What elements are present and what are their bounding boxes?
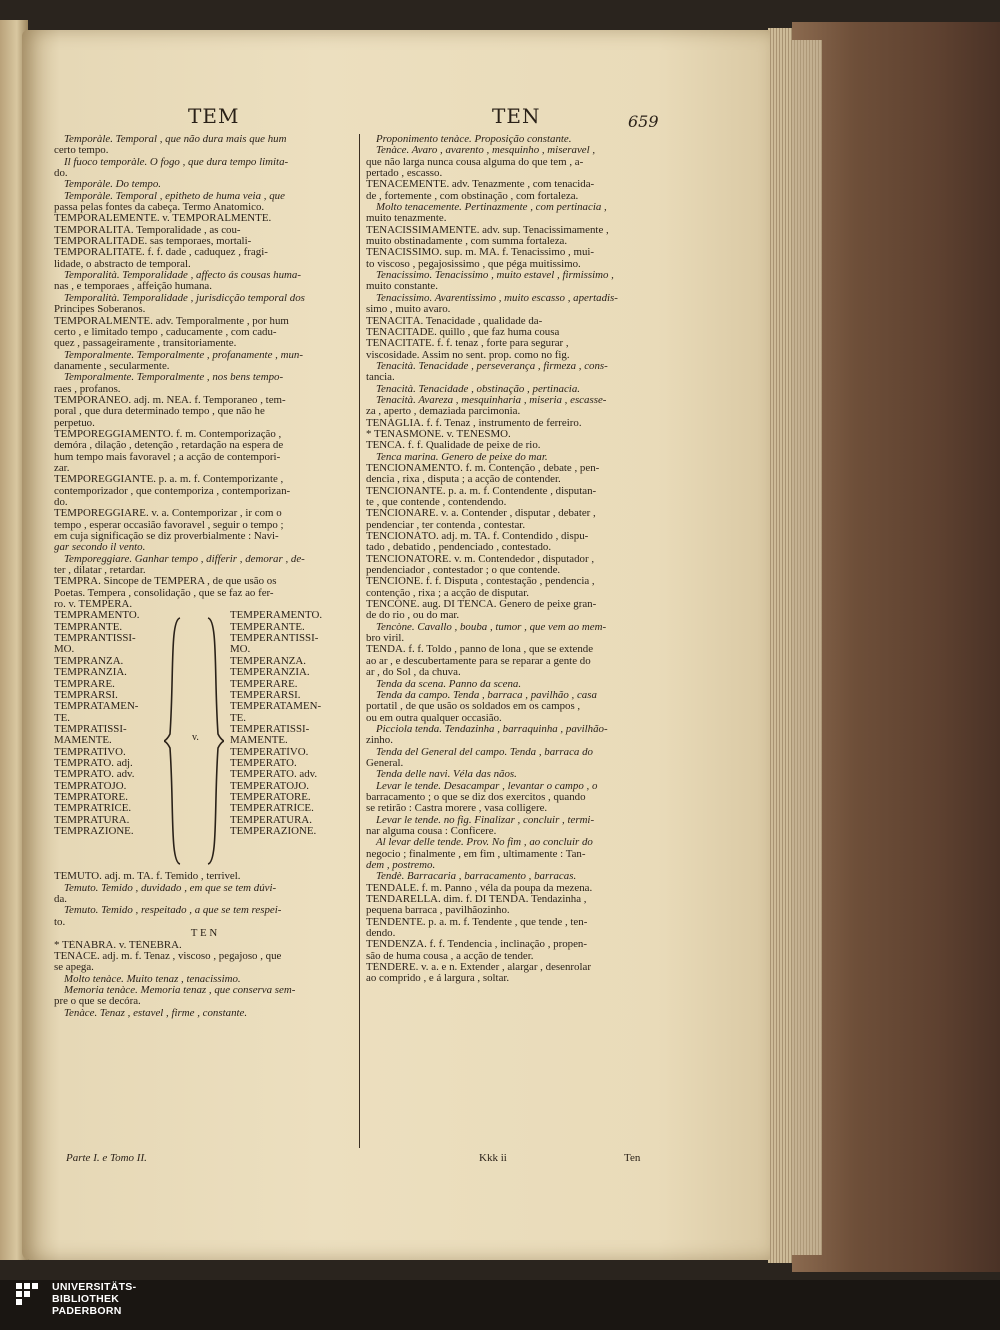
text-line: TEMPORALITADE. sas temporaes, mortali- bbox=[54, 236, 252, 248]
text-line: Temporalmente. Temporalmente , nos bens tempo- bbox=[64, 372, 284, 384]
text-line: to. bbox=[54, 916, 66, 928]
text-line: Tenàce. Avaro , avarento , mesquinho , miseravel , bbox=[376, 145, 596, 157]
text-line: TEMPERAMENTO. bbox=[230, 610, 323, 622]
text-line: T E N bbox=[190, 928, 218, 940]
text-line: TENDÀLE. f. m. Panno , véla da poupa da mezena. bbox=[366, 882, 593, 894]
text-line: TENCIÒNE. f. f. Disputa , contestação , pendencia , bbox=[366, 576, 595, 588]
text-line: raes , profanos. bbox=[54, 383, 121, 395]
text-line: General. bbox=[366, 757, 404, 769]
text-line: Tenacità. Tenacidade , perseverança , firmeza , cons- bbox=[376, 360, 608, 372]
text-line: ou em outra qualquer occasião. bbox=[366, 712, 502, 724]
text-line: TEMPRARSI. bbox=[54, 689, 118, 701]
text-line: TEMPORÀNEO. adj. m. NEA. f. Temporaneo , tem- bbox=[54, 394, 286, 406]
text-line: to viscoso , pegajosissimo , que péga muitissimo. bbox=[366, 258, 581, 270]
text-line: TEMPRATORE. bbox=[54, 791, 128, 803]
text-line: TEMPERATRÌCE. bbox=[230, 803, 314, 815]
text-line: pendenciar , ter contenda , contestar. bbox=[366, 519, 526, 531]
text-line: TEMPERATÙRA. bbox=[230, 814, 312, 826]
text-line: nar alguma cousa : Conficere. bbox=[366, 825, 497, 837]
text-line: Tendè. Barracaria , barracamento , barracas. bbox=[376, 871, 577, 883]
page-edges bbox=[768, 28, 792, 1263]
text-line: negocio ; finalmente , em fim , ultimamente : Tan- bbox=[366, 848, 586, 860]
text-line: ar , do Sol , da chuva. bbox=[366, 667, 461, 679]
text-line: TEMPERATISSI- bbox=[230, 723, 310, 735]
column-rule bbox=[359, 134, 360, 1148]
text-line: TENACITATE. f. f. tenaz , forte para segurar , bbox=[366, 338, 569, 350]
text-line: TEMPRAMENTO. bbox=[54, 610, 140, 622]
text-line: Molto tenacemente. Pertinazmente , com pertinacia , bbox=[376, 202, 607, 214]
text-line: TENDA. f. f. Toldo , panno de lona , que se extende bbox=[366, 644, 594, 656]
text-line: TE. bbox=[54, 712, 71, 724]
gathering-signature: Kkk ii bbox=[479, 1152, 507, 1164]
text-line: se apega. bbox=[54, 962, 94, 974]
right-column bbox=[366, 134, 662, 985]
text-line: TEMPERATO. adv. bbox=[230, 769, 318, 781]
table-variants-right bbox=[230, 610, 354, 837]
text-line: Temuto. Temido , respeitado , a que se tem respei- bbox=[64, 905, 282, 917]
text-line: zar. bbox=[54, 462, 70, 474]
text-line: TEMPRATO. adv. bbox=[54, 769, 135, 781]
text-line: Temuto. Temido , duvidado , em que se tem dúvi- bbox=[64, 882, 277, 894]
text-line: MO. bbox=[54, 644, 75, 656]
text-line: TENCA. f. f. Qualidade de peixe de rio. bbox=[366, 440, 541, 452]
running-head-left: TEM bbox=[188, 104, 240, 128]
text-line: TENACITADE. quillo , que faz huma cousa bbox=[366, 326, 560, 338]
text-line: TEMPRANZA. bbox=[54, 655, 124, 667]
text-line: Tenacità. Tenacidade , obstinação , pertinacia. bbox=[376, 383, 580, 395]
text-line: poral , que dura determinado tempo , que não he bbox=[54, 406, 265, 418]
text-line: Temporalità. Temporalidade , jurisdicção temporal dos bbox=[64, 292, 305, 304]
text-line: MAMENTE. bbox=[54, 735, 112, 747]
text-line: dem , postremo. bbox=[366, 860, 436, 871]
text-line: da. bbox=[54, 894, 68, 906]
text-line: TEMPERATO. bbox=[230, 757, 297, 769]
text-line: TEMPERANTISSI- bbox=[230, 633, 319, 645]
text-line: TEMPERANTE. bbox=[230, 621, 305, 633]
text-line: TEMPRATÌVO. bbox=[54, 746, 126, 758]
text-line: do. bbox=[54, 497, 68, 508]
text-line: TEMPOREGGIAMENTO. f. m. Contemporização , bbox=[54, 428, 282, 440]
volume-signature: Parte I. e Tomo II. bbox=[66, 1152, 147, 1164]
library-name-line2: BIBLIOTHEK bbox=[52, 1293, 120, 1305]
text-line: TEMPOREGGIANTE. p. a. m. f. Contemporizante , bbox=[54, 474, 284, 486]
text-line: Tenda delle navi. Véla das nãos. bbox=[376, 769, 517, 781]
text-line: TENDENZA. f. f. Tendencia , inclinação , propen- bbox=[366, 939, 588, 951]
text-line: bro viril. bbox=[366, 633, 405, 645]
text-line: Tenda da scena. Panno da scena. bbox=[376, 678, 522, 690]
text-line: TEMPORALITÀ. Temporalidade , as cou- bbox=[54, 224, 241, 236]
text-line: nas , e temporaes , affeição humana. bbox=[54, 281, 212, 293]
text-line: Al levar delle tende. Prov. No fim , ao concluir do bbox=[376, 837, 593, 849]
page-footer bbox=[54, 1152, 654, 1166]
text-line: Poetas. Tempera , consolidação , que se faz ao fer- bbox=[54, 587, 274, 599]
text-line: de do rio , ou do mar. bbox=[366, 610, 460, 622]
text-line: Temporalmente. Temporalmente , profanamente , mun- bbox=[64, 349, 303, 361]
left-entries-bottom bbox=[54, 871, 354, 1018]
text-line: portatil , de que usão os soldados em os campos , bbox=[366, 701, 581, 713]
text-line: TENCIONARE. v. a. Contender , disputar , debater , bbox=[366, 508, 596, 520]
text-line: TEMPRA. Sincope de TEMPERA , de que usão os bbox=[54, 576, 277, 588]
text-line: TEMPORALITATE. f. f. dade , caduquez , fragi- bbox=[54, 247, 268, 259]
text-line: tancia. bbox=[366, 372, 395, 384]
text-line: TEMPERATORE. bbox=[230, 791, 311, 803]
text-line: TEMPRANTE. bbox=[54, 621, 123, 633]
text-line: * TENASMÒNE. v. TENESMO. bbox=[366, 428, 511, 440]
text-line: demóra , dilação , detenção , retardação na espera de bbox=[54, 440, 284, 452]
catchword: Ten bbox=[624, 1152, 641, 1164]
text-line: passa pelas fontes da cabeça. Termo Anatomico. bbox=[54, 202, 265, 214]
text-line: TEMPERANZIA. bbox=[230, 667, 310, 679]
text-line: TEMPRARE. bbox=[54, 678, 115, 690]
text-line: contemporizador , que contemporiza , contemporizan- bbox=[54, 485, 291, 497]
text-line: TEMPERATAMEN- bbox=[230, 701, 322, 713]
text-line: TEMPRAZIONE. bbox=[54, 825, 134, 837]
text-line: ao comprido , e á largura , soltar. bbox=[366, 973, 510, 985]
library-banner bbox=[0, 1280, 1000, 1330]
text-line: ro. v. TEMPERA. bbox=[54, 599, 133, 611]
text-line: Temporàle. Temporal , epitheto de huma veia , que bbox=[64, 190, 285, 202]
text-line: Tenca marina. Genero de peixe do mar. bbox=[376, 451, 548, 463]
text-line: Tenacissimo. Avarentissimo , muito escasso , apertadis- bbox=[376, 292, 618, 304]
text-line: ao ar , e descubertamente para se reparar a gente do bbox=[366, 655, 591, 667]
text-line: quez , passageiramente , transitoriamente. bbox=[54, 338, 237, 350]
text-line: Principes Soberanos. bbox=[54, 304, 146, 316]
text-line: Memoria tenàce. Memoria tenaz , que conserva sem- bbox=[64, 984, 296, 996]
text-line: em cuja significação se diz proverbialmente : Navi- bbox=[54, 531, 279, 543]
text-line: tado , debatido , pendenciado , contestado. bbox=[366, 542, 552, 554]
text-line: TEMPERATÌVO. bbox=[230, 746, 309, 758]
text-line: Molto tenàce. Muito tenaz , tenacissimo. bbox=[64, 973, 241, 985]
running-head-right: TEN bbox=[492, 104, 541, 128]
text-line: Tenacità. Avareza , mesquinharia , miseria , escasse- bbox=[376, 394, 607, 406]
cross-reference-table bbox=[54, 610, 354, 871]
text-line: Temporàle. Do tempo. bbox=[64, 179, 162, 191]
text-line: muito obstinadamente , com summa fortaleza. bbox=[366, 236, 568, 248]
text-line: * TÈNABRA. v. TÈNEBRA. bbox=[54, 939, 182, 951]
text-line: MAMENTE. bbox=[230, 735, 288, 747]
text-line: TEMPRATO. adj. bbox=[54, 757, 133, 769]
text-line: TEMPRATAMEN- bbox=[54, 701, 139, 713]
text-line: viscosidade. Assim no sent. prop. como no fig. bbox=[366, 349, 570, 361]
text-line: Levar le tende. Desacampar , levantar o campo , o bbox=[376, 780, 598, 792]
text-line: dendo. bbox=[366, 928, 396, 940]
text-line: TENACISSIMAMENTE. adv. sup. Tenacissimamente , bbox=[366, 224, 609, 236]
text-line: TENACISSIMO. sup. m. MA. f. Tenacissimo , mui- bbox=[366, 247, 595, 259]
text-line: simo , muito avaro. bbox=[366, 304, 451, 316]
text-line: pertado , escasso. bbox=[366, 168, 443, 180]
text-line: Temporalità. Temporalidade , affecto ás cousas huma- bbox=[64, 270, 301, 282]
text-line: perpetuo. bbox=[54, 417, 95, 429]
text-line: TENACITÀ. Tenacidade , qualidade da- bbox=[366, 315, 543, 327]
text-line: barracamento ; o que se diz dos exercitos , quando bbox=[366, 791, 586, 803]
text-line: TEMPRATISSI- bbox=[54, 723, 127, 735]
left-entries-top bbox=[54, 134, 354, 610]
text-line: TENDARELLA. dim. f. DI TENDA. Tendazinha , bbox=[366, 894, 587, 906]
text-line: Tenda del General del campo. Tenda , barraca do bbox=[376, 746, 593, 758]
text-line: Temporeggiare. Ganhar tempo , differir , demorar , de- bbox=[64, 553, 305, 565]
text-line: hum tempo mais favoravel ; a acção de contempori- bbox=[54, 451, 281, 463]
book-cover bbox=[792, 22, 1000, 1272]
text-line: dencia , rixa , disputa ; a acção de contender. bbox=[366, 474, 561, 486]
text-line: TENACEMENTE. adv. Tenazmente , com tenacida- bbox=[366, 179, 595, 191]
text-line: MO. bbox=[230, 644, 251, 656]
text-line: pendenciador , contestador ; o que contende. bbox=[366, 565, 561, 577]
text-line: se retirão : Castra morere , vasa colligere. bbox=[366, 803, 548, 815]
text-line: TEMPERATÒJO. bbox=[230, 780, 309, 792]
text-line: lidade, o abstracto de temporal. bbox=[54, 258, 191, 270]
page-number: 659 bbox=[628, 112, 659, 131]
text-line: TEMPORALMENTE. adv. Temporalmente , por hum bbox=[54, 315, 289, 327]
text-line: TENDENTE. p. a. m. f. Tendente , que tende , ten- bbox=[366, 916, 588, 928]
text-line: TEMPERANZA. bbox=[230, 655, 306, 667]
text-line: TEMPERARE. bbox=[230, 678, 298, 690]
text-line: TEMPOREGGIARE. v. a. Contemporizar , ir com o bbox=[54, 508, 282, 520]
library-name-line1: UNIVERSITÄTS- bbox=[52, 1281, 137, 1293]
text-line: TEMPRANZIA. bbox=[54, 667, 127, 679]
text-line: gar secondo il vento. bbox=[54, 542, 146, 554]
text-line: muito constante. bbox=[366, 281, 438, 293]
table-variants-left bbox=[54, 610, 154, 837]
text-line: TENCIONÀTO. adj. m. TA. f. Contendido , dispu- bbox=[366, 531, 589, 543]
text-line: Tenàce. Tenaz , estavel , firme , constante. bbox=[64, 1007, 248, 1019]
text-line: danamente , secularmente. bbox=[54, 360, 170, 372]
text-line: TEMPRANTISSI- bbox=[54, 633, 136, 645]
text-line: TE. bbox=[230, 712, 247, 724]
left-column bbox=[54, 134, 354, 1019]
text-line: TEMPRATÒJO. bbox=[54, 780, 127, 792]
text-line: TEMPERARSI. bbox=[230, 689, 301, 701]
text-line: muito tenazmente. bbox=[366, 213, 447, 225]
text-line: do. bbox=[54, 168, 68, 180]
text-line: Il fuoco temporàle. O fogo , que dura tempo limita- bbox=[64, 156, 289, 168]
text-line: Tenda da campo. Tenda , barraca , pavilhão , casa bbox=[376, 689, 597, 701]
text-line: Picciola tenda. Tendazinha , barraquinha , pavilhão- bbox=[376, 723, 608, 735]
text-line: pre o que se decóra. bbox=[54, 996, 141, 1008]
library-name-line3: PADERBORN bbox=[52, 1305, 122, 1317]
text-line: Levar le tende. no fig. Finalizar , concluir , termi- bbox=[376, 814, 595, 826]
text-line: TENCIONATORE. v. m. Contendedor , disputador , bbox=[366, 553, 595, 565]
text-line: TENCÒNE. aug. DI TENCA. Genero de peixe gran- bbox=[366, 599, 597, 611]
text-line: certo , e limitado tempo , caducamente , com cadu- bbox=[54, 326, 277, 338]
left-brace-icon bbox=[164, 616, 182, 866]
text-line: TENÀGLIA. f. f. Tenaz , instrumento de ferreiro. bbox=[366, 417, 582, 429]
text-line: pequena barraca , pavilhãozinho. bbox=[366, 905, 510, 917]
text-line: TEMUTO. adj. m. TA. f. Temido , terrivel. bbox=[54, 871, 241, 883]
text-line: são de huma cousa , a acção de tender. bbox=[366, 950, 534, 962]
library-logo-icon bbox=[14, 1281, 44, 1311]
page-block-edges bbox=[792, 40, 822, 1255]
text-line: ter , dilatar , retardar. bbox=[54, 565, 146, 577]
text-line: TENCIONANTE. p. a. m. f. Contendente , disputan- bbox=[366, 485, 597, 497]
right-brace-icon bbox=[206, 616, 224, 866]
text-line: certo tempo. bbox=[54, 145, 109, 157]
see-reference-mark: v. bbox=[192, 732, 199, 744]
text-line: TEMPORALEMENTE. v. TEMPORALMENTE. bbox=[54, 213, 272, 225]
text-line: de , fortemente , com obstinação , com fortaleza. bbox=[366, 190, 579, 202]
text-line: TEMPRATRÌCE. bbox=[54, 803, 132, 815]
text-line: TEMPERAZIONE. bbox=[230, 825, 317, 837]
text-line: zinho. bbox=[366, 735, 393, 747]
text-line: que não larga nunca cousa alguma do que tem , a- bbox=[366, 156, 584, 168]
right-entries bbox=[366, 134, 662, 985]
text-line: contenção , rixa ; a acção de disputar. bbox=[366, 587, 529, 599]
text-line: TEMPRATÙRA. bbox=[54, 814, 130, 826]
text-line: Proponimento tenàce. Proposição constante. bbox=[376, 134, 572, 145]
text-line: te , que contende , contendendo. bbox=[366, 497, 507, 508]
text-line: Tenacissimo. Tenacissimo , muito estavel , firmissimo , bbox=[376, 270, 614, 282]
text-line: TENÀCE. adj. m. f. Tenaz , viscoso , pegajoso , que bbox=[54, 950, 282, 962]
text-line: TÈNDERE. v. a. e n. Extender , alargar , desenrolar bbox=[366, 962, 591, 974]
text-line: za , aperto , demaziada parcimonia. bbox=[366, 406, 521, 418]
text-line: Tencòne. Cavallo , bouba , tumor , que vem ao mem- bbox=[376, 621, 607, 633]
text-line: TENCIONAMENTO. f. m. Contenção , debate , pen- bbox=[366, 462, 600, 474]
text-line: tempo , esperar occasião favoravel , seguir o tempo ; bbox=[54, 519, 284, 531]
text-line: Temporàle. Temporal , que não dura mais que hum bbox=[64, 134, 287, 145]
